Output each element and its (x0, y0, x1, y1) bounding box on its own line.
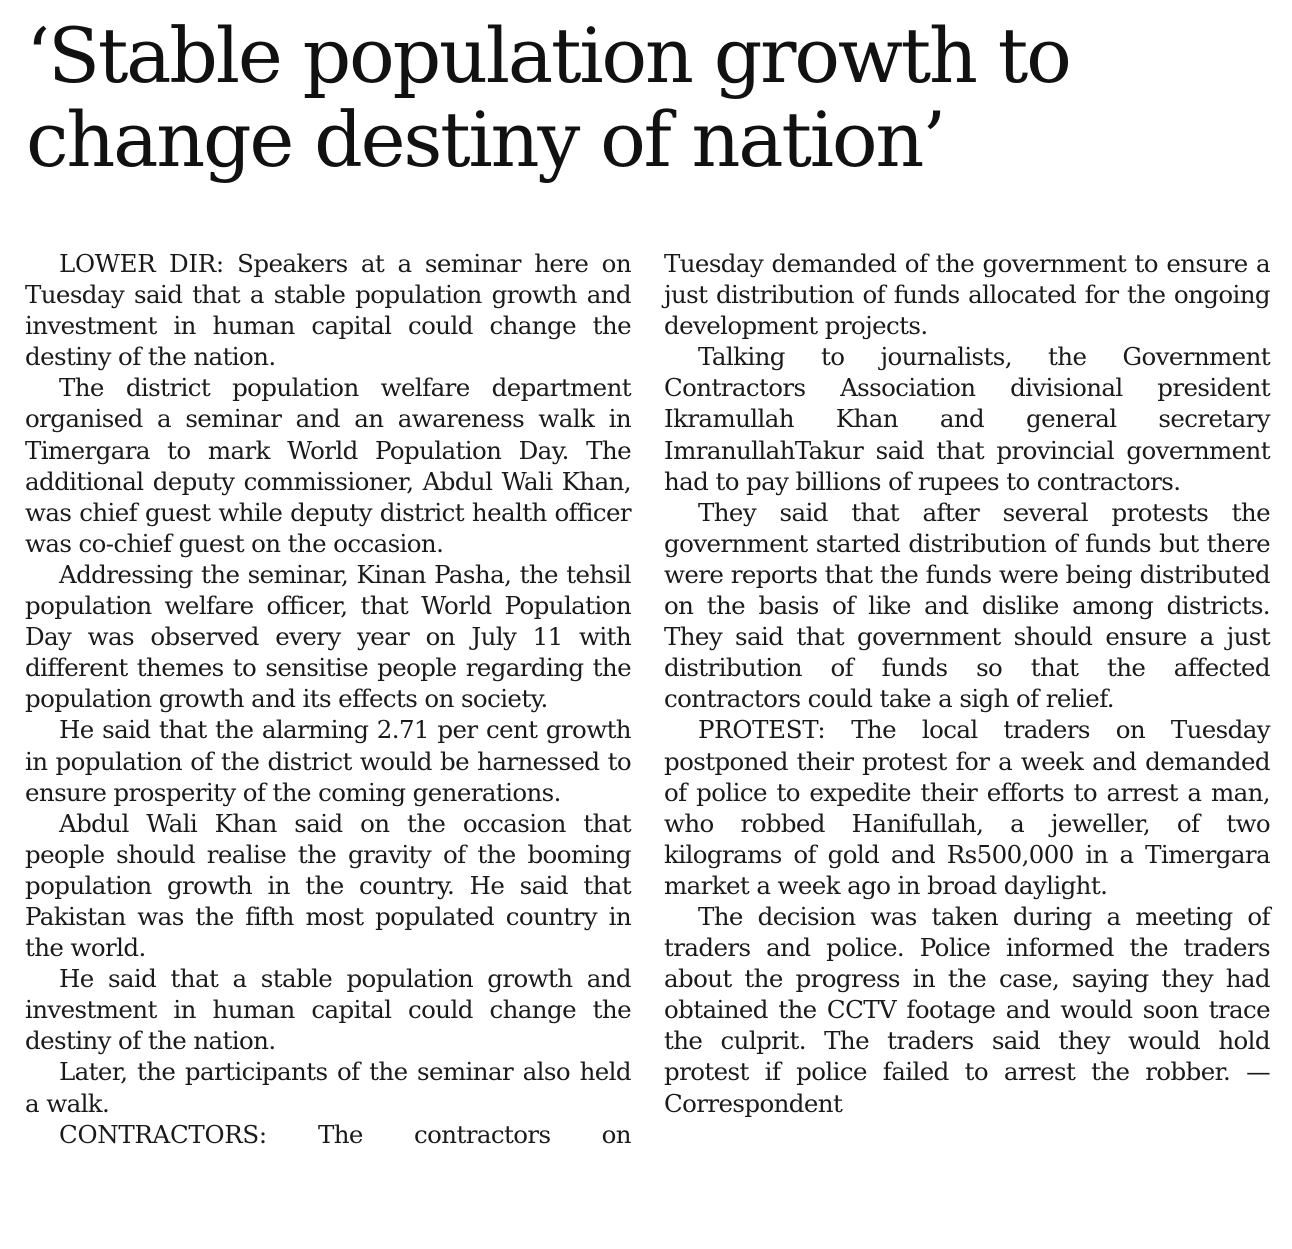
paragraph (664, 714, 1270, 901)
paragraph-text: The contractors on (266, 1119, 631, 1149)
section-kicker: PROTEST: (698, 715, 826, 745)
paragraph (25, 808, 631, 963)
article-column-left (25, 248, 631, 1150)
paragraph (25, 963, 631, 1056)
paragraph-text: Later, the participants of the seminar also held a walk. (25, 1057, 631, 1118)
article-column-right (664, 248, 1270, 1119)
paragraph (25, 372, 631, 559)
paragraph (25, 248, 631, 372)
paragraph (664, 497, 1270, 715)
paragraph-text: Abdul Wali Khan said on the occasion that people should realise the gravity of the booming population growth in the country. He said that Pakistan was the fifth most populated country in the world. (25, 808, 631, 963)
paragraph-text: Tuesday demanded of the government to ensure a just distribution of funds allocated for the ongoing development projects. (664, 249, 1270, 341)
paragraph (664, 901, 1270, 1119)
paragraph (25, 714, 631, 807)
headline-line-1: ‘Stable population growth to (26, 11, 1070, 100)
paragraph-text: Speakers at a seminar here on Tuesday said that a stable population growth and investment in human capital could change the destiny of the nation. (25, 249, 631, 372)
paragraph-text: The local traders on Tuesday postponed their protest for a week and demanded of police to expedite their efforts to arrest a man, who robbed Hanifullah, a jeweller, of two kilograms of gold and Rs500,000 in a Timergara market a week ago in broad daylight. (664, 715, 1270, 900)
paragraph-text: He said that a stable population growth and investment in human capital could change the destiny of the nation. (25, 964, 631, 1056)
headline-line-2: change destiny of nation’ (26, 95, 945, 184)
paragraph (25, 1056, 631, 1118)
paragraph (664, 341, 1270, 496)
section-kicker: CONTRACTORS: (59, 1119, 267, 1149)
headline (26, 11, 1276, 184)
paragraph-text: The decision was taken during a meeting of traders and police. Police informed the traders about the progress in the case, saying they had obtained the CCTV footage and would soon trace the culprit. The traders said they would hold protest if police failed to arrest the robber. — Correspondent (664, 901, 1270, 1118)
paragraph-text: They said that after several protests the government started distribution of funds but there were reports that the funds were being distributed on the basis of like and dislike among districts. They said that government should ensure a just distribution of funds so that the affected contractors could take a sigh of relief. (664, 497, 1270, 714)
paragraph-text: Addressing the seminar, Kinan Pasha, the tehsil population welfare officer, that World Population Day was observed every year on July 11 with different themes to sensitise people regarding the population growth and its effects on society. (25, 559, 631, 714)
paragraph (25, 559, 631, 714)
paragraph (664, 248, 1270, 341)
paragraph (25, 1119, 631, 1150)
paragraph-text: Talking to journalists, the Government Contractors Association divisional president Ikramullah Khan and general secretary ImranullahTakur said that provincial government had to pay billions of rupees to contractors. (664, 342, 1270, 496)
paragraph-text: He said that the alarming 2.71 per cent growth in population of the district would be harnessed to ensure prosperity of the coming generations. (25, 715, 631, 807)
dateline: LOWER DIR: (59, 249, 224, 278)
paragraph-text: The district population welfare department organised a seminar and an awareness walk in Timergara to mark World Population Day. The additional deputy commissioner, Abdul Wali Khan, was chief guest while deputy district health officer was co-chief guest on the occasion. (25, 373, 631, 558)
